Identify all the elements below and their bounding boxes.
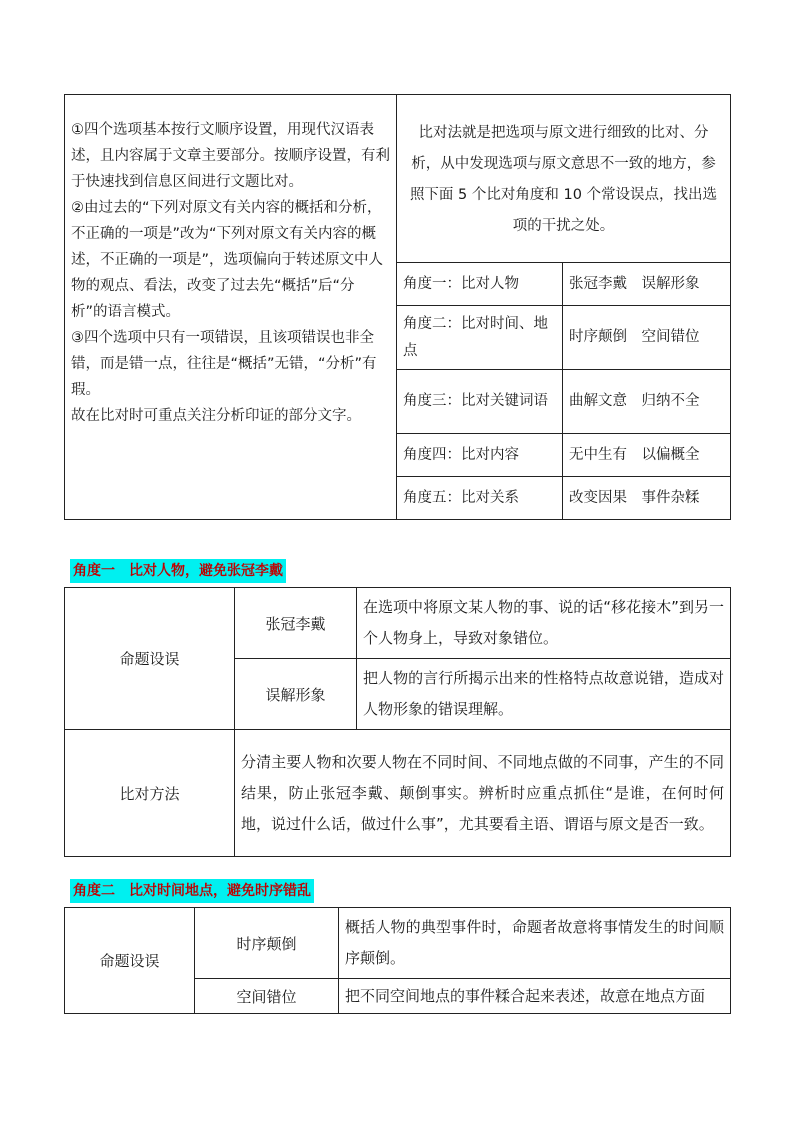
angle-3-label: 角度三：比对关键词语 [397,370,563,434]
section-1-error-1-desc: 在选项中将原文某人物的事、说的话“移花接木”到另一个人物身上，导致对象错位。 [357,588,731,659]
angle-2-items: 时序颠倒 空间错位 [563,306,731,370]
angle-5-items: 改变因果 事件杂糅 [563,477,731,520]
notes-cell [65,95,397,520]
angle-1-items: 张冠李戴 误解形象 [563,263,731,306]
angle-4-label: 角度四：比对内容 [397,434,563,477]
section-1-heading: 角度一 比对人物，避免张冠李戴 [70,559,286,583]
intro-text: 比对法就是把选项与原文进行细致的比对、分析，从中发现选项与原文意思不一致的地方，参照下面 5 个比对角度和 10 个常设误点，找出选项的干扰之处。 [397,95,731,263]
note-paragraph-1: ①四个选项基本按行文顺序设置，用现代汉语表述，且内容属于文章主要部分。按顺序设置，有利于快速找到信息区间进行文题比对。 [71,122,390,190]
angle-4-items: 无中生有 以偏概全 [563,434,731,477]
overview-table [64,94,731,520]
note-paragraph-2: ②由过去的“下列对原文有关内容的概括和分析，不正确的一项是”改为“下列对原文有关内容的概述，不正确的一项是”，选项偏向于转述原文中人物的观点、看法，改变了过去先“概括”后“分析”的语言模式。 [71,200,384,320]
section-1-error-1-name: 张冠李戴 [235,588,357,659]
section-2-heading: 角度二 比对时间地点，避免时序错乱 [70,879,314,903]
section-1-method-label: 比对方法 [65,730,235,857]
section-1-method-desc: 分清主要人物和次要人物在不同时间、不同地点做的不同事，产生的不同结果，防止张冠李戴、颠倒事实。辨析时应重点抓住“是谁，在何时何地，说过什么话，做过什么事”，尤其要看主语、谓语与原文是否一致。 [235,730,731,857]
section-2-error-1-name: 时序颠倒 [195,908,339,979]
section-2-errors-label: 命题设误 [65,908,195,1014]
note-paragraph-3: ③四个选项中只有一项错误，且该项错误也非全错，而是错一点，往往是“概括”无错，“分析”有瑕。 [71,330,377,398]
angle-5-label: 角度五：比对关系 [397,477,563,520]
section-2-error-1-desc: 概括人物的典型事件时，命题者故意将事情发生的时间顺序颠倒。 [339,908,731,979]
section-1-errors-label: 命题设误 [65,588,235,730]
section-2-error-2-name: 空间错位 [195,979,339,1014]
section-1-table [64,587,731,857]
section-1-error-2-desc: 把人物的言行所揭示出来的性格特点故意说错，造成对人物形象的错误理解。 [357,659,731,730]
section-2-error-2-desc: 把不同空间地点的事件糅合起来表述，故意在地点方面 [339,979,731,1014]
angle-2-label: 角度二：比对时间、地点 [397,306,563,370]
angle-1-label: 角度一：比对人物 [397,263,563,306]
section-1-error-2-name: 误解形象 [235,659,357,730]
section-2-table [64,907,731,1014]
note-paragraph-4: 故在比对时可重点关注分析印证的部分文字。 [71,408,361,424]
angle-3-items: 曲解文意 归纳不全 [563,370,731,434]
